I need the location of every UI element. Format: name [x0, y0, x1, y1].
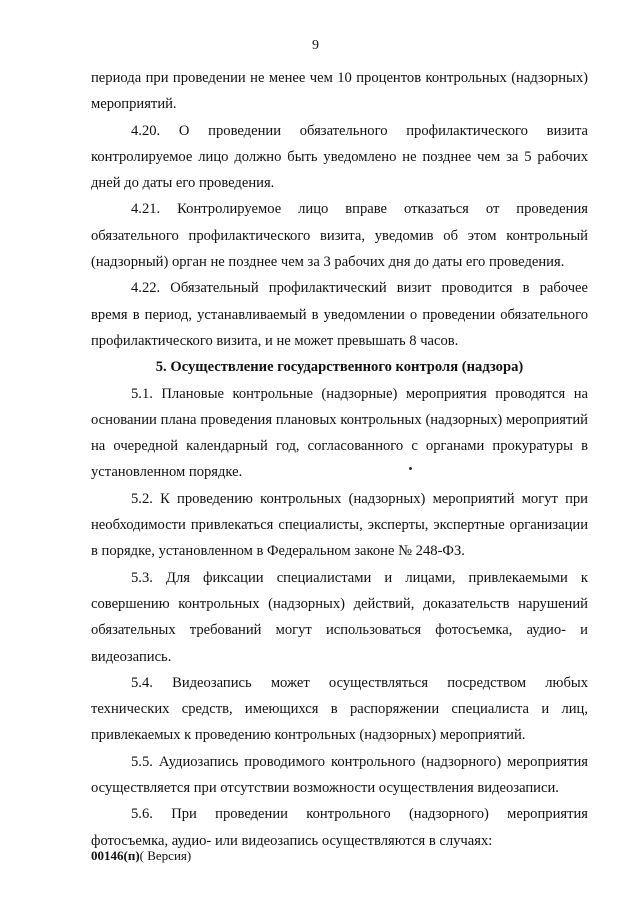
- paragraph-5-3: 5.3. Для фиксации специалистами и лицами, привлекаемыми к совершению контрольных (надзорных) действий, доказательств нарушений обязательных требований могут использоваться фотосъемка, аудио- и видеозапись.: [91, 569, 588, 665]
- paragraph-4-21: 4.21. Контролируемое лицо вправе отказаться от проведения обязательного профилактического визита, уведомив об этом контрольный (надзорный) орган не позднее чем за 3 рабочих дня до даты его проведения.: [91, 201, 588, 271]
- page-number: 9: [312, 38, 319, 53]
- footer-version: ( Версия): [139, 848, 192, 863]
- footer: [91, 848, 191, 864]
- scan-speck: [409, 467, 412, 470]
- paragraph-5-1: 5.1. Плановые контрольные (надзорные) мероприятия проводятся на основании плана проведения плановых контрольных (надзорных) мероприятий на очередной календарный год, согласованного с органами прокуратуры в установленном порядке.: [91, 385, 588, 481]
- section-5-title: 5. Осуществление государственного контроля (надзора): [155, 359, 524, 376]
- paragraph-4-20: 4.20. О проведении обязательного профилактического визита контролируемое лицо должно быть уведомлено не позднее чем за 5 рабочих дней до даты его проведения.: [91, 122, 588, 192]
- paragraph-5-5: 5.5. Аудиозапись проводимого контрольного (надзорного) мероприятия осуществляется при отсутствии возможности осуществления видеозаписи.: [91, 753, 588, 797]
- paragraph-5-4: 5.4. Видеозапись может осуществляться посредством любых технических средств, имеющихся в распоряжении специалиста и лиц, привлекаемых к проведению контрольных (надзорных) мероприятий.: [91, 674, 588, 744]
- paragraph-5-6: 5.6. При проведении контрольного (надзорного) мероприятия фотосъемка, аудио- или видеозапись осуществляются в случаях:: [91, 806, 588, 849]
- paragraph-5-2: 5.2. К проведению контрольных (надзорных) мероприятий могут при необходимости привлекаться специалисты, эксперты, экспертные организации в порядке, установленном в Федеральном законе № 248-ФЗ.: [91, 490, 588, 560]
- document-body: [91, 65, 588, 854]
- paragraph-4-22: 4.22. Обязательный профилактический визит проводится в рабочее время в период, устанавливаемый в уведомлении о проведении обязательного профилактического визита, и не может превышать 8 часов.: [91, 280, 588, 349]
- footer-code: 00146(п): [91, 848, 140, 863]
- paragraph-continuation: периода при проведении не менее чем 10 процентов контрольных (надзорных) мероприятий.: [91, 70, 588, 113]
